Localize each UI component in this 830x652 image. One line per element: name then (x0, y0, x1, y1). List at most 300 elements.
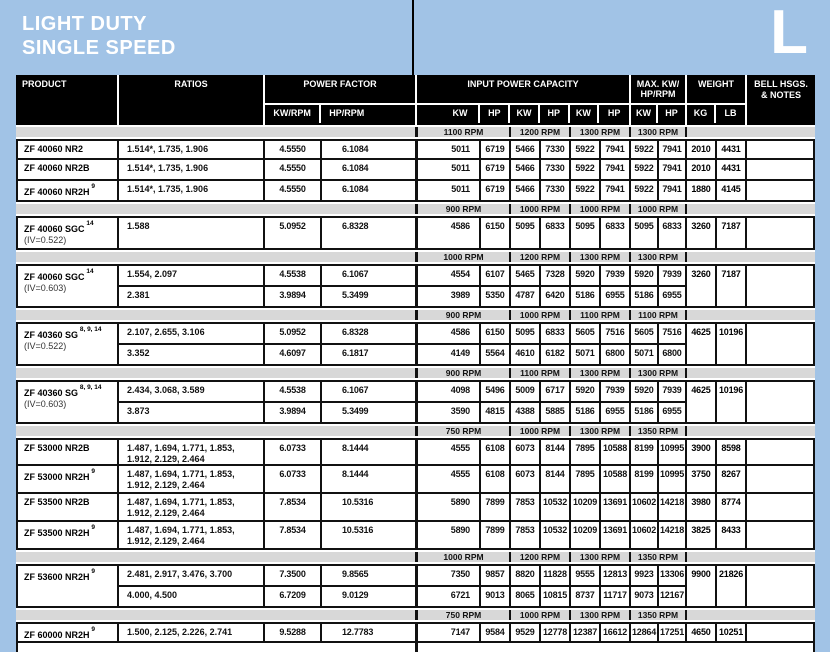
input-kw-cell: 3590 (417, 403, 481, 422)
table-row (16, 322, 815, 366)
input-kw-cell: 8820 (511, 566, 541, 585)
rpm-band-cell: 1300 RPM (629, 127, 685, 137)
input-hp-cell: 6955 (601, 287, 631, 306)
weight-kg-cell: 3825 (687, 522, 717, 548)
power-factor-hp-cell: 6.1067 (322, 382, 417, 401)
ratios-cell: 1.487, 1.694, 1.771, 1.853, 1.912, 2.129, 2.464 (119, 440, 265, 465)
table-row (16, 139, 815, 160)
table-row (16, 564, 815, 608)
max-hp-cell: 6955 (659, 287, 687, 306)
data-subrow (119, 440, 687, 465)
weight-kg-cell: 2010 (687, 160, 717, 179)
spec-table (16, 75, 815, 652)
input-hp-cell: 9857 (481, 566, 511, 585)
row-data-block (119, 218, 687, 248)
power-factor-kw-cell: 6.0733 (265, 466, 322, 492)
input-kw-cell: 5890 (417, 522, 481, 548)
input-kw-cell: 6073 (511, 466, 541, 492)
input-hp-cell: 11828 (541, 566, 571, 585)
input-kw-cell: 5922 (571, 141, 601, 158)
col-header-max-hp: HP (665, 108, 678, 118)
input-kw-cell: 5466 (511, 181, 541, 200)
input-hp-cell: 6150 (481, 324, 511, 343)
row-data-block (119, 324, 687, 364)
input-hp-cell: 6108 (481, 440, 511, 465)
input-hp-cell: 5564 (481, 345, 511, 364)
input-kw-cell: 8065 (511, 587, 541, 606)
row-data-block (119, 522, 687, 548)
rpm-band-cell: 1100 RPM (509, 368, 569, 378)
row-data-block (119, 266, 687, 306)
max-kw-cell: 5920 (631, 382, 659, 401)
rpm-band-cell: 1200 RPM (509, 552, 569, 562)
input-hp-cell: 6107 (481, 266, 511, 285)
input-hp-cell: 6719 (481, 160, 511, 179)
weight-kg-cell: 2010 (687, 141, 717, 158)
weight-lb-cell: 8598 (717, 440, 747, 464)
weight-lb-cell: 8774 (717, 494, 747, 520)
product-cell (16, 382, 119, 422)
power-factor-kw-cell: 5.0952 (265, 218, 322, 248)
notes-cell (747, 181, 815, 200)
product-name: ZF 60000 NR2H (24, 630, 90, 640)
product-cell (16, 160, 119, 179)
input-hp-cell: 12813 (601, 566, 631, 585)
rpm-band-cell: 1300 RPM (569, 552, 629, 562)
input-kw-cell: 4586 (417, 218, 481, 248)
ratios-cell: 3.352 (119, 345, 265, 364)
input-kw-cell: 4098 (417, 382, 481, 401)
max-kw-cell: 5922 (631, 141, 659, 158)
input-hp-cell: 5885 (541, 403, 571, 422)
rpm-band-cell: 1000 RPM (415, 552, 509, 562)
notes-cell (747, 141, 815, 158)
input-hp-cell: 7899 (481, 494, 511, 520)
weight-lb-cell: 7187 (717, 218, 747, 248)
weight-kg-cell: 3260 (687, 266, 717, 306)
rpm-band-row (16, 424, 815, 438)
product-cell (16, 624, 119, 641)
rpm-band-cell: 1300 RPM (569, 127, 629, 137)
notes-cell (747, 466, 815, 492)
rpm-band-blank-left (16, 610, 415, 620)
weight-kg-cell: 1880 (687, 181, 717, 200)
col-header-power-factor: POWER FACTOR (303, 79, 377, 89)
section-letter: L (770, 0, 808, 67)
notes-cell (747, 440, 815, 464)
input-hp-cell: 7941 (601, 160, 631, 179)
input-hp-cell: 13691 (601, 494, 631, 520)
max-hp-cell: 17251 (659, 624, 687, 641)
max-hp-cell: 14218 (659, 522, 687, 548)
input-hp-cell: 6717 (541, 382, 571, 401)
data-subrow (119, 181, 687, 200)
input-hp-cell: 7330 (541, 181, 571, 200)
rpm-band-blank-left (16, 252, 415, 262)
input-kw-cell: 5922 (571, 181, 601, 200)
input-hp-cell: 6719 (481, 141, 511, 158)
product-cell (16, 141, 119, 158)
input-kw-cell: 10209 (571, 522, 601, 548)
input-kw-cell: 10209 (571, 494, 601, 520)
max-subheader-row (631, 103, 685, 123)
table-header-row (16, 75, 815, 125)
rpm-band-blank-left (16, 310, 415, 320)
rpm-band-blank-right (685, 552, 815, 562)
col-header-weight: WEIGHT (698, 79, 734, 89)
col-header-bell-housings (747, 75, 815, 125)
data-subrow (119, 160, 687, 179)
table-row (16, 466, 815, 494)
col-header-max-line1: MAX. KW/ (636, 79, 680, 89)
power-factor-kw-cell: 7.3500 (265, 566, 322, 585)
col-group-input-power (417, 75, 631, 125)
max-kw-cell: 5605 (631, 324, 659, 343)
input-hp-cell: 7941 (601, 181, 631, 200)
power-factor-hp-cell: 6.8328 (322, 218, 417, 248)
product-iv-ratio: (IV=0.522) (24, 235, 67, 245)
data-subrow (119, 287, 687, 306)
power-factor-kw-cell: 3.9894 (265, 403, 322, 422)
input-kw-cell: 5009 (511, 382, 541, 401)
product-name: ZF 40060 SGC (24, 272, 85, 282)
product-iv-ratio: (IV=0.603) (24, 399, 67, 409)
input-kw-cell: 5011 (417, 181, 481, 200)
max-kw-cell: 9923 (631, 566, 659, 585)
data-subrow (119, 494, 687, 520)
ratios-cell: 1.554, 2.097 (119, 266, 265, 285)
rpm-band-row (16, 366, 815, 380)
input-hp-cell: 12778 (541, 624, 571, 641)
power-factor-kw-cell: 4.5550 (265, 141, 322, 158)
input-kw-cell: 4787 (511, 287, 541, 306)
rpm-band-cell: 1000 RPM (569, 204, 629, 214)
power-factor-hp-cell: 5.3499 (322, 403, 417, 422)
col-group-power-factor (265, 75, 417, 125)
input-kw-cell: 4149 (417, 345, 481, 364)
data-subrow (119, 522, 687, 548)
input-hp-cell: 6833 (601, 218, 631, 248)
notes-cell (747, 624, 815, 641)
table-row (16, 160, 815, 181)
input-hp-cell: 6420 (541, 287, 571, 306)
product-name: ZF 53500 NR2H (24, 528, 90, 538)
input-hp-cell: 10532 (541, 522, 571, 548)
power-factor-hp-cell: 9.8565 (322, 566, 417, 585)
col-header-kg: KG (687, 105, 716, 123)
max-hp-cell: 7941 (659, 160, 687, 179)
product-name: ZF 53500 NR2B (24, 497, 90, 507)
product-name: ZF 40060 NR2 (24, 144, 84, 154)
power-factor-kw-cell: 4.5538 (265, 266, 322, 285)
rpm-band-cell: 750 RPM (415, 426, 509, 436)
weight-lb-cell: 7187 (717, 266, 747, 306)
rpm-band-row (16, 250, 815, 264)
input-kw-cell: 5465 (511, 266, 541, 285)
power-factor-hp-cell: 6.1067 (322, 266, 417, 285)
rpm-band-cell: 1000 RPM (415, 252, 509, 262)
partial-bottom-row (16, 643, 815, 652)
weight-lb-cell: 10196 (717, 324, 747, 364)
max-hp-cell: 6800 (659, 345, 687, 364)
rpm-band-cell: 1350 RPM (629, 552, 685, 562)
power-factor-kw-cell: 7.8534 (265, 494, 322, 520)
product-iv-ratio: (IV=0.522) (24, 341, 67, 351)
weight-kg-cell: 4625 (687, 382, 717, 422)
weight-lb-cell: 10251 (717, 624, 747, 641)
input-kw-cell: 5605 (571, 324, 601, 343)
notes-cell (747, 566, 815, 606)
rpm-band-row (16, 308, 815, 322)
notes-cell (747, 266, 815, 306)
input-kw-cell: 5466 (511, 141, 541, 158)
row-data-block (119, 624, 687, 641)
input-hp-cell: 5350 (481, 287, 511, 306)
weight-lb-cell: 4431 (717, 141, 747, 158)
input-hp-cell: 7941 (601, 141, 631, 158)
rpm-band-blank-right (685, 310, 815, 320)
weight-kg-cell: 3980 (687, 494, 717, 520)
power-factor-kw-cell: 3.9894 (265, 287, 322, 306)
col-group-max (631, 75, 687, 125)
col-header-input-power: INPUT POWER CAPACITY (467, 79, 579, 89)
max-kw-cell: 5095 (631, 218, 659, 248)
row-data-block (119, 466, 687, 492)
rpm-band-row (16, 550, 815, 564)
col-header-lb: LB (724, 108, 737, 118)
rpm-band-cell: 1200 RPM (509, 127, 569, 137)
input-kw-cell: 12387 (571, 624, 601, 641)
rpm-band-cell: 1350 RPM (629, 426, 685, 436)
product-footnote: 14 (84, 268, 94, 275)
input-hp-cell: 5496 (481, 382, 511, 401)
notes-cell (747, 324, 815, 364)
table-row (16, 622, 815, 643)
max-hp-cell: 13306 (659, 566, 687, 585)
product-name: ZF 53000 NR2H (24, 472, 90, 482)
ratios-cell: 3.873 (119, 403, 265, 422)
input-kw-cell: 4554 (417, 266, 481, 285)
max-kw-cell: 8199 (631, 466, 659, 492)
max-hp-cell: 7939 (659, 266, 687, 285)
col-header-hp-1: HP (480, 105, 510, 123)
product-name: ZF 40360 SG (24, 388, 79, 398)
rpm-band-blank-left (16, 127, 415, 137)
product-name: ZF 40360 SG (24, 330, 79, 340)
input-kw-cell: 5095 (571, 218, 601, 248)
input-kw-cell: 5920 (571, 382, 601, 401)
rpm-band-cell: 1200 RPM (509, 252, 569, 262)
partial-row-divider-line (415, 643, 418, 652)
input-power-subheader-row (417, 103, 629, 123)
table-row (16, 216, 815, 250)
ratios-cell: 1.514*, 1.735, 1.906 (119, 160, 265, 179)
max-hp-cell: 7939 (659, 382, 687, 401)
power-factor-kw-cell: 9.5288 (265, 624, 322, 641)
input-kw-cell: 5186 (571, 403, 601, 422)
input-hp-cell: 6108 (481, 466, 511, 492)
ratios-cell: 2.434, 3.068, 3.589 (119, 382, 265, 401)
input-kw-cell: 7853 (511, 494, 541, 520)
col-header-ratios: RATIOS (119, 75, 265, 125)
product-name: ZF 40060 SGC (24, 224, 85, 234)
ratios-cell: 2.481, 2.917, 3.476, 3.700 (119, 566, 265, 585)
ratios-cell: 4.000, 4.500 (119, 587, 265, 606)
power-factor-kw-cell: 5.0952 (265, 324, 322, 343)
input-hp-cell: 16612 (601, 624, 631, 641)
ratios-cell: 1.514*, 1.735, 1.906 (119, 141, 265, 158)
max-kw-cell: 5186 (631, 403, 659, 422)
col-header-max-kw: KW (631, 105, 658, 123)
input-hp-cell: 6182 (541, 345, 571, 364)
max-kw-cell: 5922 (631, 181, 659, 200)
power-factor-hp-cell: 12.7783 (322, 624, 417, 641)
notes-cell (747, 382, 815, 422)
power-factor-subheader-row (265, 103, 415, 123)
input-hp-cell: 6719 (481, 181, 511, 200)
col-header-bell-line2: & NOTES (760, 90, 801, 100)
power-factor-kw-cell: 7.8534 (265, 522, 322, 548)
input-hp-cell: 6150 (481, 218, 511, 248)
input-kw-cell: 5920 (571, 266, 601, 285)
rpm-band-cell: 1100 RPM (569, 310, 629, 320)
col-header-hp-3: HP (607, 108, 621, 118)
power-factor-hp-cell: 8.1444 (322, 440, 417, 465)
weight-lb-cell: 8267 (717, 466, 747, 492)
col-header-kw-3: KW (570, 105, 600, 123)
input-kw-cell: 7350 (417, 566, 481, 585)
input-kw-cell: 7895 (571, 466, 601, 492)
rpm-band-blank-right (685, 204, 815, 214)
row-data-block (119, 141, 687, 158)
weight-kg-cell: 4625 (687, 324, 717, 364)
table-row (16, 181, 815, 202)
input-kw-cell: 5186 (571, 287, 601, 306)
input-hp-cell: 7330 (541, 160, 571, 179)
col-header-product: PRODUCT (16, 75, 119, 125)
product-cell (16, 266, 119, 306)
max-hp-cell: 14218 (659, 494, 687, 520)
input-hp-cell: 11717 (601, 587, 631, 606)
col-header-kw-rpm: KW/RPM (265, 105, 321, 123)
weight-subheader-row (687, 103, 745, 123)
rpm-band-cell: 750 RPM (415, 610, 509, 620)
input-hp-cell: 4815 (481, 403, 511, 422)
header-divider-line (412, 0, 414, 75)
ratios-cell: 1.500, 2.125, 2.226, 2.741 (119, 624, 265, 641)
rpm-band-cell: 1300 RPM (569, 252, 629, 262)
row-data-block (119, 181, 687, 200)
input-hp-cell: 6955 (601, 403, 631, 422)
input-kw-cell: 5071 (571, 345, 601, 364)
product-name: ZF 53000 NR2B (24, 443, 90, 453)
power-factor-hp-cell: 10.5316 (322, 494, 417, 520)
power-factor-hp-cell: 6.1084 (322, 160, 417, 179)
col-group-weight (687, 75, 747, 125)
power-factor-kw-cell: 4.5550 (265, 160, 322, 179)
rpm-band-cell: 1300 RPM (629, 368, 685, 378)
weight-kg-cell: 3900 (687, 440, 717, 464)
input-kw-cell: 9555 (571, 566, 601, 585)
power-factor-hp-cell: 6.1084 (322, 181, 417, 200)
product-footnote: 8, 9, 14 (78, 384, 102, 391)
product-cell (16, 466, 119, 492)
input-hp-cell: 8144 (541, 440, 571, 465)
col-header-kw-2: KW (510, 105, 540, 123)
max-kw-cell: 5920 (631, 266, 659, 285)
input-kw-cell: 5095 (511, 218, 541, 248)
input-hp-cell: 8144 (541, 466, 571, 492)
weight-kg-cell: 9900 (687, 566, 717, 606)
product-cell (16, 440, 119, 464)
col-header-max-line2: HP/RPM (640, 89, 676, 99)
input-kw-cell: 8737 (571, 587, 601, 606)
product-footnote: 9 (89, 568, 95, 575)
rpm-band-blank-right (685, 127, 815, 137)
input-kw-cell: 4555 (417, 466, 481, 492)
ratios-cell: 1.487, 1.694, 1.771, 1.853, 1.912, 2.129, 2.464 (119, 494, 265, 520)
input-kw-cell: 5095 (511, 324, 541, 343)
input-hp-cell: 6833 (541, 324, 571, 343)
product-cell (16, 218, 119, 248)
row-data-block (119, 566, 687, 606)
rpm-band-cell: 900 RPM (415, 204, 509, 214)
data-subrow (119, 566, 687, 587)
product-name: ZF 40060 NR2H (24, 187, 90, 197)
max-hp-cell: 6955 (659, 403, 687, 422)
rpm-band-cell: 1000 RPM (629, 204, 685, 214)
max-kw-cell: 8199 (631, 440, 659, 465)
power-factor-hp-cell: 10.5316 (322, 522, 417, 548)
power-factor-hp-cell: 9.0129 (322, 587, 417, 606)
rpm-band-blank-left (16, 204, 415, 214)
power-factor-kw-cell: 4.5538 (265, 382, 322, 401)
rpm-band-cell: 1300 RPM (569, 368, 629, 378)
rpm-band-blank-right (685, 252, 815, 262)
row-data-block (119, 494, 687, 520)
input-kw-cell: 4388 (511, 403, 541, 422)
product-name: ZF 53600 NR2H (24, 572, 90, 582)
input-hp-cell: 10588 (601, 440, 631, 465)
input-kw-cell: 5466 (511, 160, 541, 179)
input-kw-cell: 5011 (417, 141, 481, 158)
input-hp-cell: 13691 (601, 522, 631, 548)
rpm-band-cell: 1000 RPM (509, 204, 569, 214)
input-kw-cell: 7895 (571, 440, 601, 465)
row-data-block (119, 440, 687, 464)
product-footnote: 14 (84, 220, 94, 227)
data-subrow (119, 382, 687, 403)
table-row (16, 494, 815, 522)
weight-lb-cell: 4431 (717, 160, 747, 179)
rpm-band-row (16, 125, 815, 139)
row-data-block (119, 160, 687, 179)
power-factor-kw-cell: 4.5550 (265, 181, 322, 200)
max-kw-cell: 10602 (631, 522, 659, 548)
rpm-band-cell: 900 RPM (415, 368, 509, 378)
product-footnote: 9 (89, 183, 95, 190)
max-hp-cell: 7941 (659, 181, 687, 200)
ratios-cell: 1.588 (119, 218, 265, 248)
page-title-line2: SINGLE SPEED (22, 37, 176, 59)
input-kw-cell: 9529 (511, 624, 541, 641)
col-header-bell-line1: BELL HSGS. (754, 79, 808, 89)
ratios-cell: 1.487, 1.694, 1.771, 1.853, 1.912, 2.129, 2.464 (119, 522, 265, 548)
input-hp-cell: 7516 (601, 324, 631, 343)
table-row (16, 438, 815, 466)
data-subrow (119, 624, 687, 641)
weight-lb-cell: 8433 (717, 522, 747, 548)
